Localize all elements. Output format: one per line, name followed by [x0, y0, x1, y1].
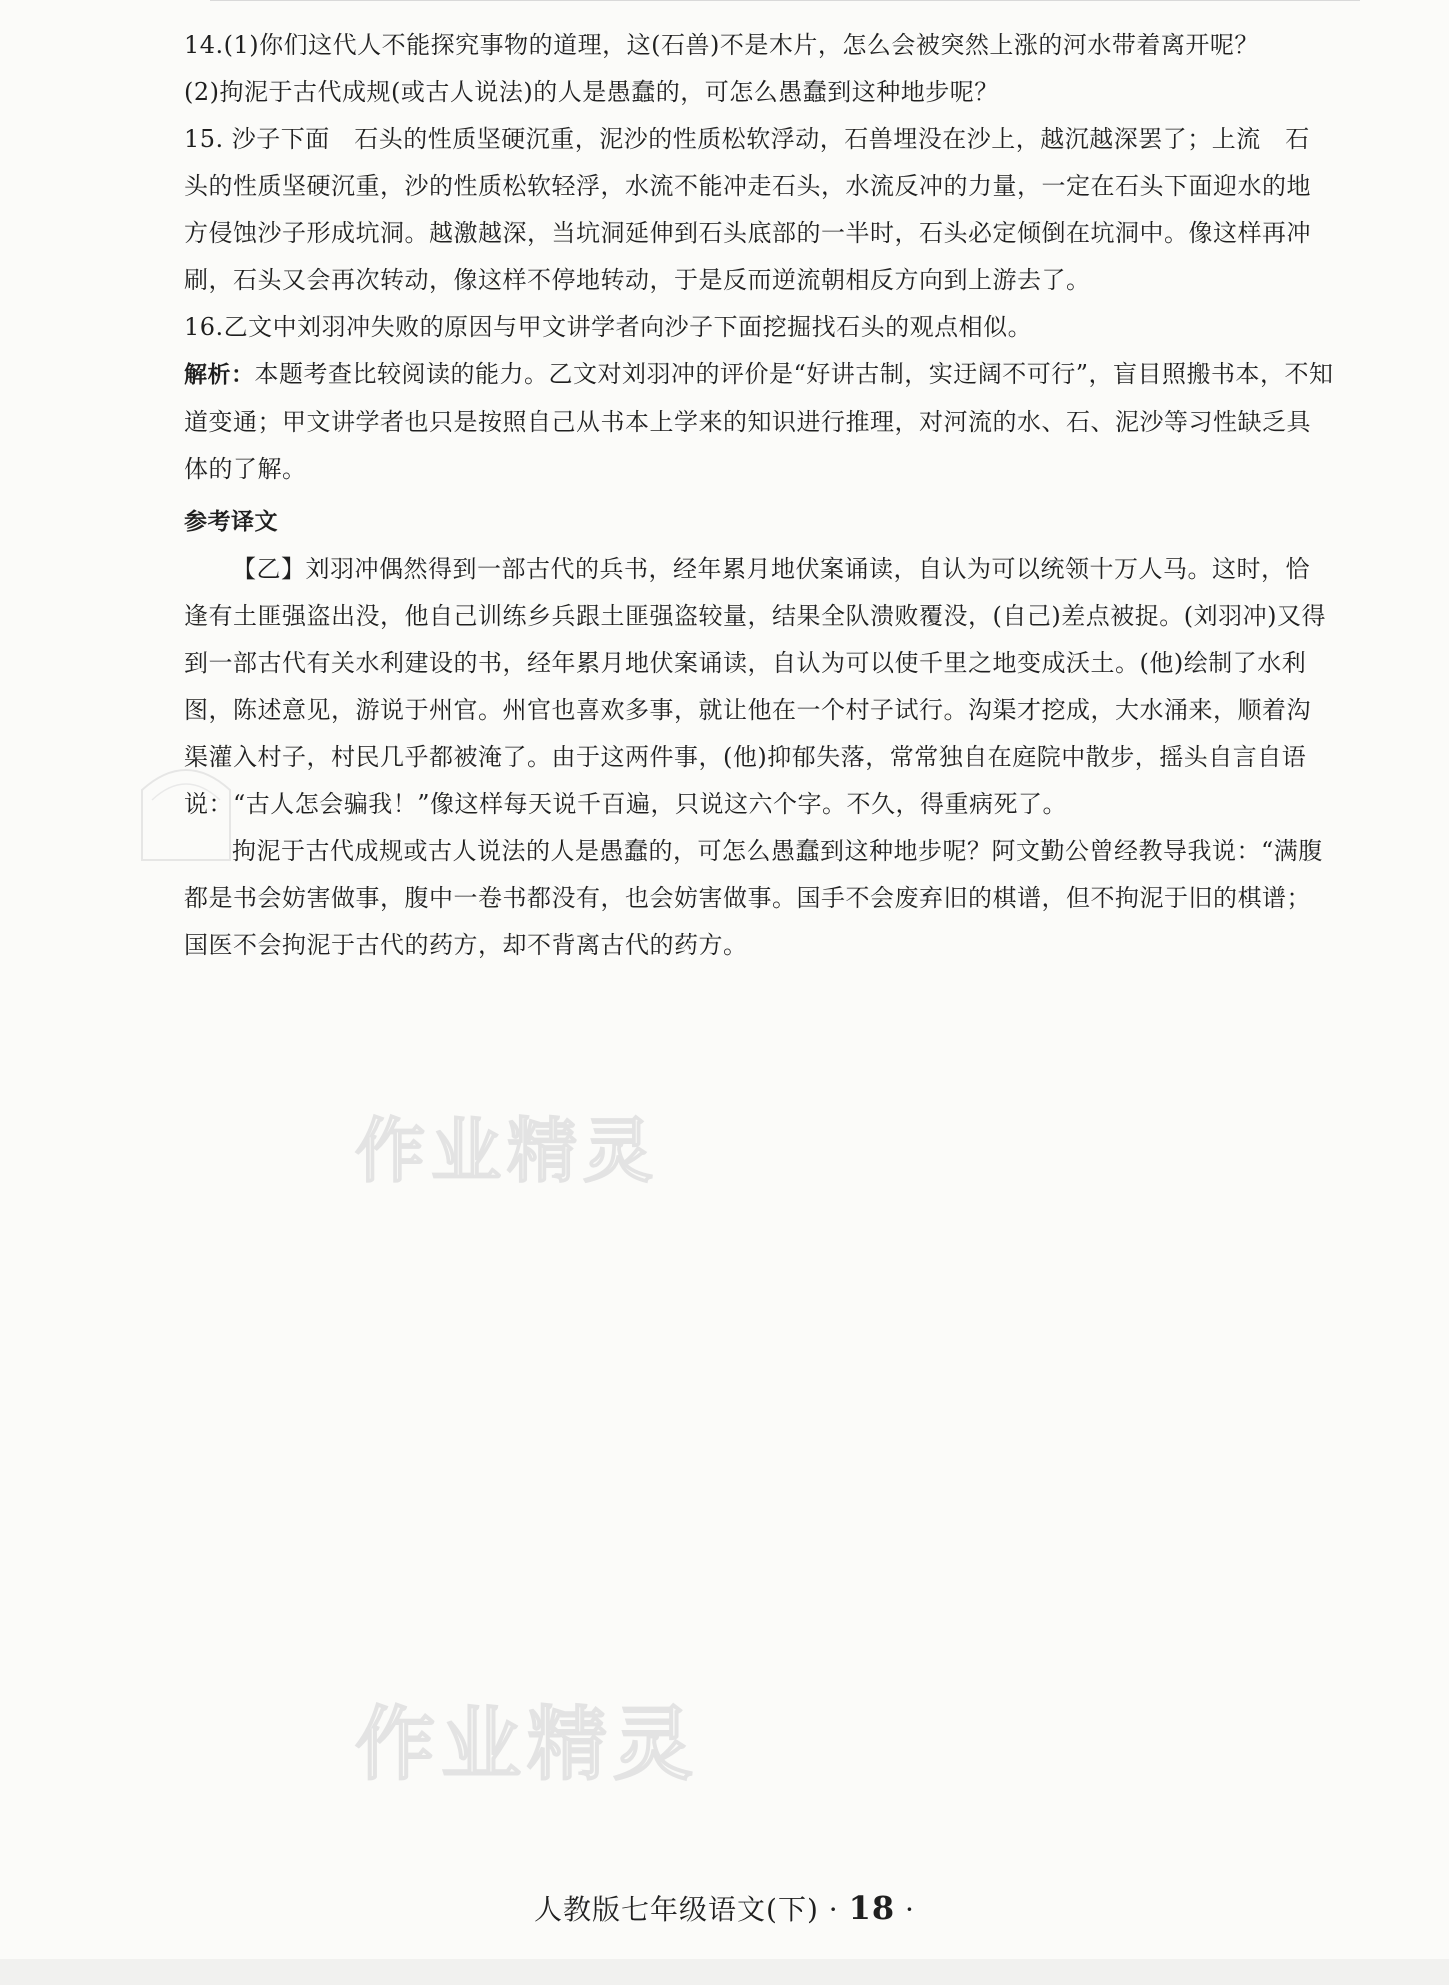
answer-16: 16.乙文中刘羽冲失败的原因与甲文讲学者向沙子下面挖掘找石头的观点相似。 — [184, 313, 1033, 341]
watermark-text-2: 作业精灵 — [355, 1698, 699, 1791]
answer-14-1: 14.(1)你们这代人不能探究事物的道理，这(石兽)不是木片，怎么会被突然上涨的河水带着离开呢？ — [184, 31, 1259, 59]
answer-14-2: (2)拘泥于古代成规(或古人说法)的人是愚蠢的，可怎么愚蠢到这种地步呢？ — [184, 78, 999, 106]
analysis-text: 本题考查比较阅读的能力。乙文对刘羽冲的评价是“好讲古制，实迂阔不可行”，盲目照搬书本，不知道变通；甲文讲学者也只是按照自己从书本上学来的知识进行推理，对河流的水、石、泥沙等习性缺乏具体的了解。 — [184, 360, 1334, 483]
analysis — [184, 351, 1334, 493]
footer-dot-right: · — [905, 1893, 915, 1926]
scan-bottom-band — [0, 1959, 1449, 1985]
watermark-seal — [132, 750, 240, 870]
analysis-label: 解析： — [184, 362, 255, 388]
answer-15: 15. 沙子下面 石头的性质坚硬沉重，泥沙的性质松软浮动，石兽埋没在沙上，越沉越深罢了；上流 石头的性质坚硬沉重，沙的性质松软轻浮，水流不能冲走石头，水流反冲的力量，一定在石头下面迎水的地方侵蚀沙子形成坑洞。越激越深，当坑洞延伸到石头底部的一半时，石头必定倾倒在坑洞中。像这样再冲刷，石头又会再次转动，像这样不停地转动，于是反而逆流朝相反方向到上游去了。 — [184, 125, 1311, 294]
footer-book-title: 人教版七年级语文(下) — [534, 1893, 819, 1926]
top-rule — [210, 0, 1360, 1]
content-area — [184, 22, 1334, 969]
translation-heading: 参考译文 — [184, 509, 278, 535]
footer-dot-left: · — [828, 1893, 849, 1926]
page-footer — [0, 1888, 1449, 1928]
page-number: 18 — [848, 1889, 896, 1927]
watermark-text-1: 作业精灵 — [355, 1110, 659, 1192]
translation-para-2: 拘泥于古代成规或古人说法的人是愚蠢的，可怎么愚蠢到这种地步呢？阿文勤公曾经教导我说：“满腹都是书会妨害做事，腹中一卷书都没有，也会妨害做事。国手不会废弃旧的棋谱，但不拘泥于旧的棋谱；国医不会拘泥于古代的药方，却不背离古代的药方。 — [184, 837, 1323, 959]
translation-para-1: 【乙】刘羽冲偶然得到一部古代的兵书，经年累月地伏案诵读，自认为可以统领十万人马。这时，恰逢有土匪强盗出没，他自己训练乡兵跟土匪强盗较量，结果全队溃败覆没，(自己)差点被捉。(刘羽冲)又得到一部古代有关水利建设的书，经年累月地伏案诵读，自认为可以使千里之地变成沃土。(他)绘制了水利图，陈述意见，游说于州官。州官也喜欢多事，就让他在一个村子试行。沟渠才挖成，大水涌来，顺着沟渠灌入村子，村民几乎都被淹了。由于这两件事，(他)抑郁失落，常常独自在庭院中散步，摇头自言自语说：“古人怎会骗我！”像这样每天说千百遍，只说这六个字。不久，得重病死了。 — [184, 555, 1326, 818]
